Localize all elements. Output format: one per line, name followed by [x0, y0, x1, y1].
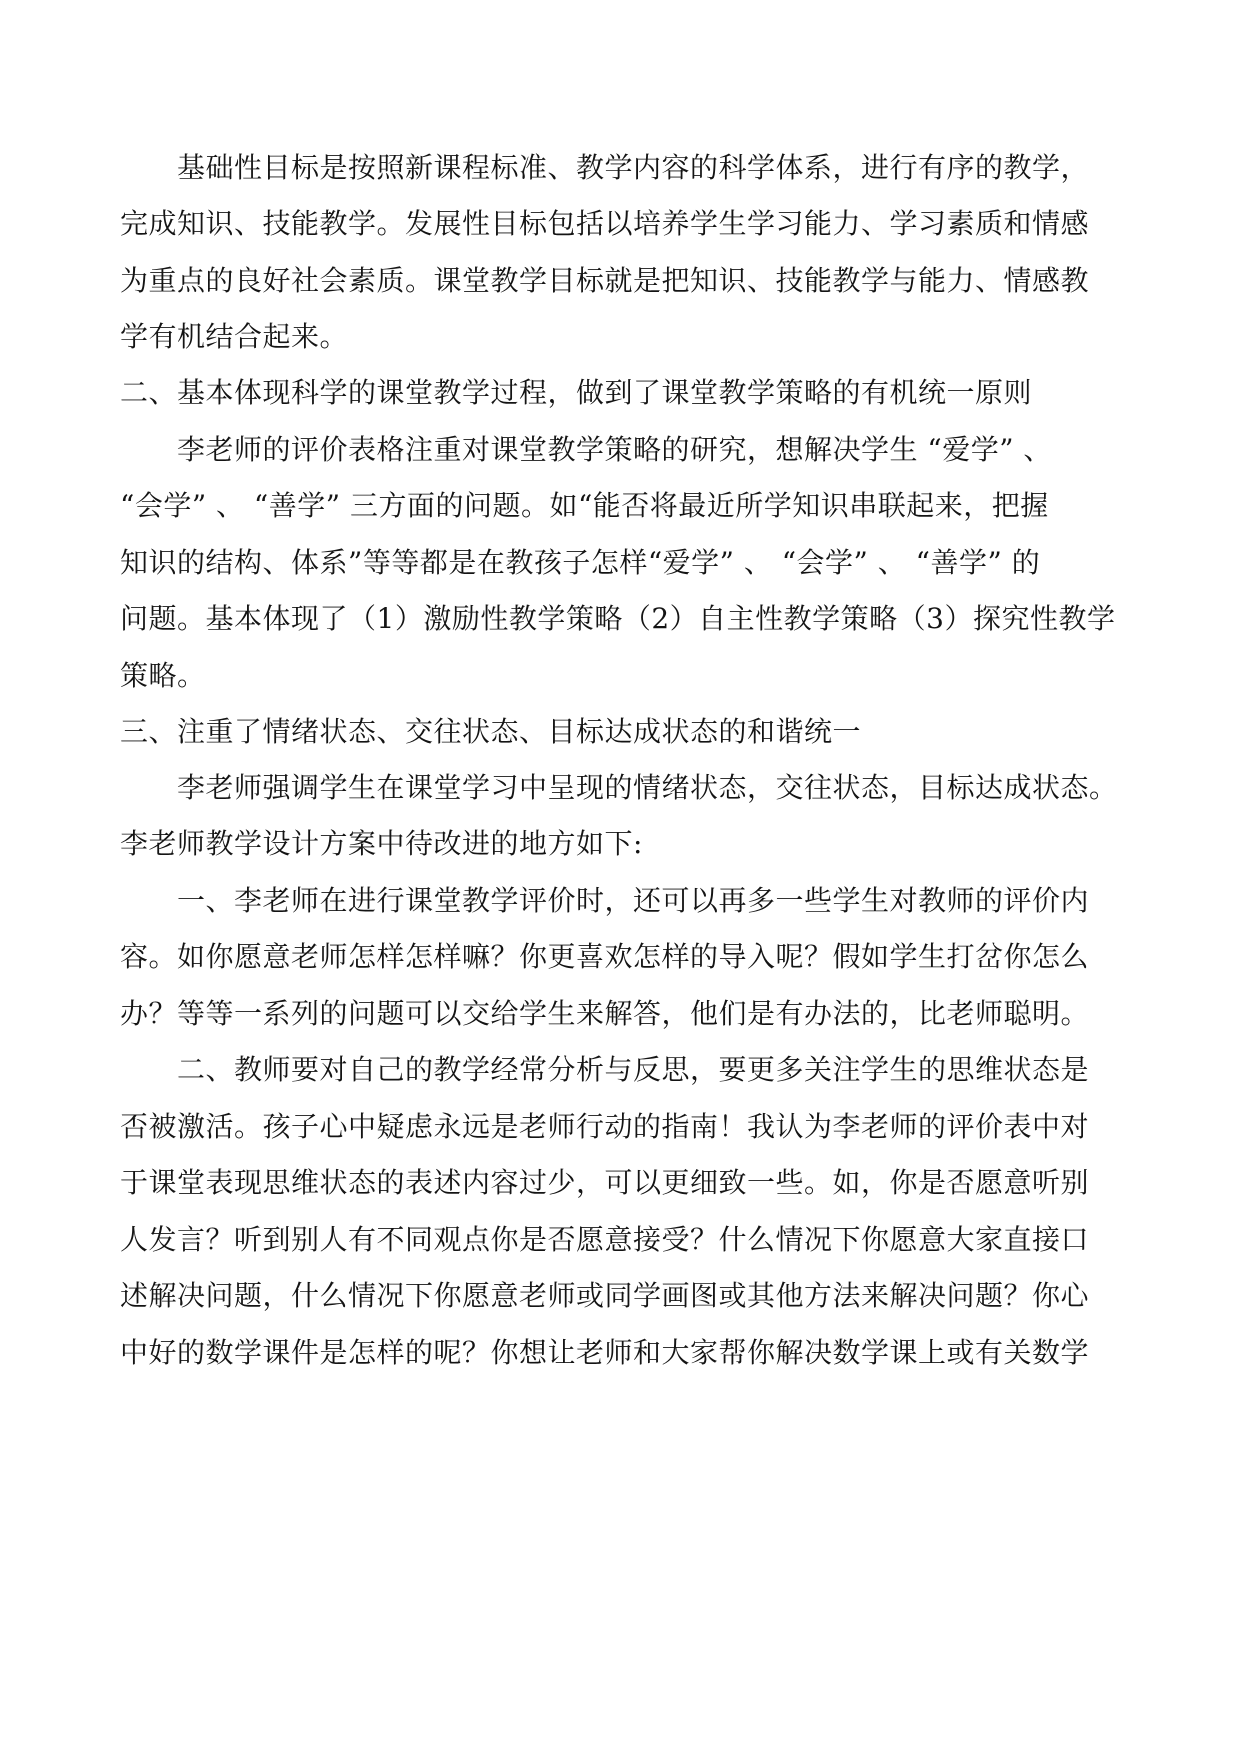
- section-heading-2: 二、基本体现科学的课堂教学过程，做到了课堂教学策略的有机统一原则: [120, 376, 1033, 409]
- paragraph-line: 中好的数学课件是怎样的呢？你想让老师和大家帮你解决数学课上或有关数学: [120, 1336, 1090, 1369]
- paragraph-line: “会学” 、 “善学” 三方面的问题。如“能否将最近所学知识串联起来，把握: [120, 489, 1049, 522]
- paragraph-line: 基础性目标是按照新课程标准、教学内容的科学体系，进行有序的教学，: [177, 151, 1090, 184]
- paragraph-line: 否被激活。孩子心中疑虑永远是老师行动的指南！我认为李老师的评价表中对: [120, 1110, 1090, 1143]
- paragraph-line: 学有机结合起来。: [120, 320, 349, 353]
- paragraph-line: 一、李老师在进行课堂教学评价时，还可以再多一些学生对教师的评价内: [177, 884, 1090, 917]
- paragraph-line: 为重点的良好社会素质。课堂教学目标就是把知识、技能教学与能力、情感教: [120, 264, 1090, 297]
- paragraph-line: 李老师强调学生在课堂学习中呈现的情绪状态，交往状态，目标达成状态。: [177, 771, 1118, 804]
- paragraph-line: 述解决问题，什么情况下你愿意老师或同学画图或其他方法来解决问题？你心: [120, 1279, 1090, 1312]
- paragraph-line: 问题。基本体现了（1）激励性教学策略（2）自主性教学策略（3）探究性教学: [120, 602, 1116, 635]
- paragraph-line: 人发言？听到别人有不同观点你是否愿意接受？什么情况下你愿意大家直接口: [120, 1223, 1090, 1256]
- paragraph-line: 完成知识、技能教学。发展性目标包括以培养学生学习能力、学习素质和情感: [120, 207, 1090, 240]
- paragraph-line: 二、教师要对自己的教学经常分析与反思，要更多关注学生的思维状态是: [177, 1053, 1090, 1086]
- paragraph-line: 办？等等一系列的问题可以交给学生来解答，他们是有办法的，比老师聪明。: [120, 997, 1090, 1030]
- paragraph-line: 于课堂表现思维状态的表述内容过少，可以更细致一些。如，你是否愿意听别: [120, 1166, 1090, 1199]
- paragraph-line: 李老师的评价表格注重对课堂教学策略的研究，想解决学生 “爱学” 、: [177, 433, 1052, 466]
- paragraph-line: 李老师教学设计方案中待改进的地方如下:: [120, 827, 643, 860]
- paragraph-line: 策略。: [120, 659, 206, 692]
- paragraph-line: 容。如你愿意老师怎样怎样嘛？你更喜欢怎样的导入呢？假如学生打岔你怎么: [120, 940, 1090, 973]
- section-heading-3: 三、注重了情绪状态、交往状态、目标达成状态的和谐统一: [120, 715, 862, 748]
- paragraph-line: 知识的结构、体系”等等都是在教孩子怎样“爱学” 、 “会学” 、 “善学” 的: [120, 546, 1041, 579]
